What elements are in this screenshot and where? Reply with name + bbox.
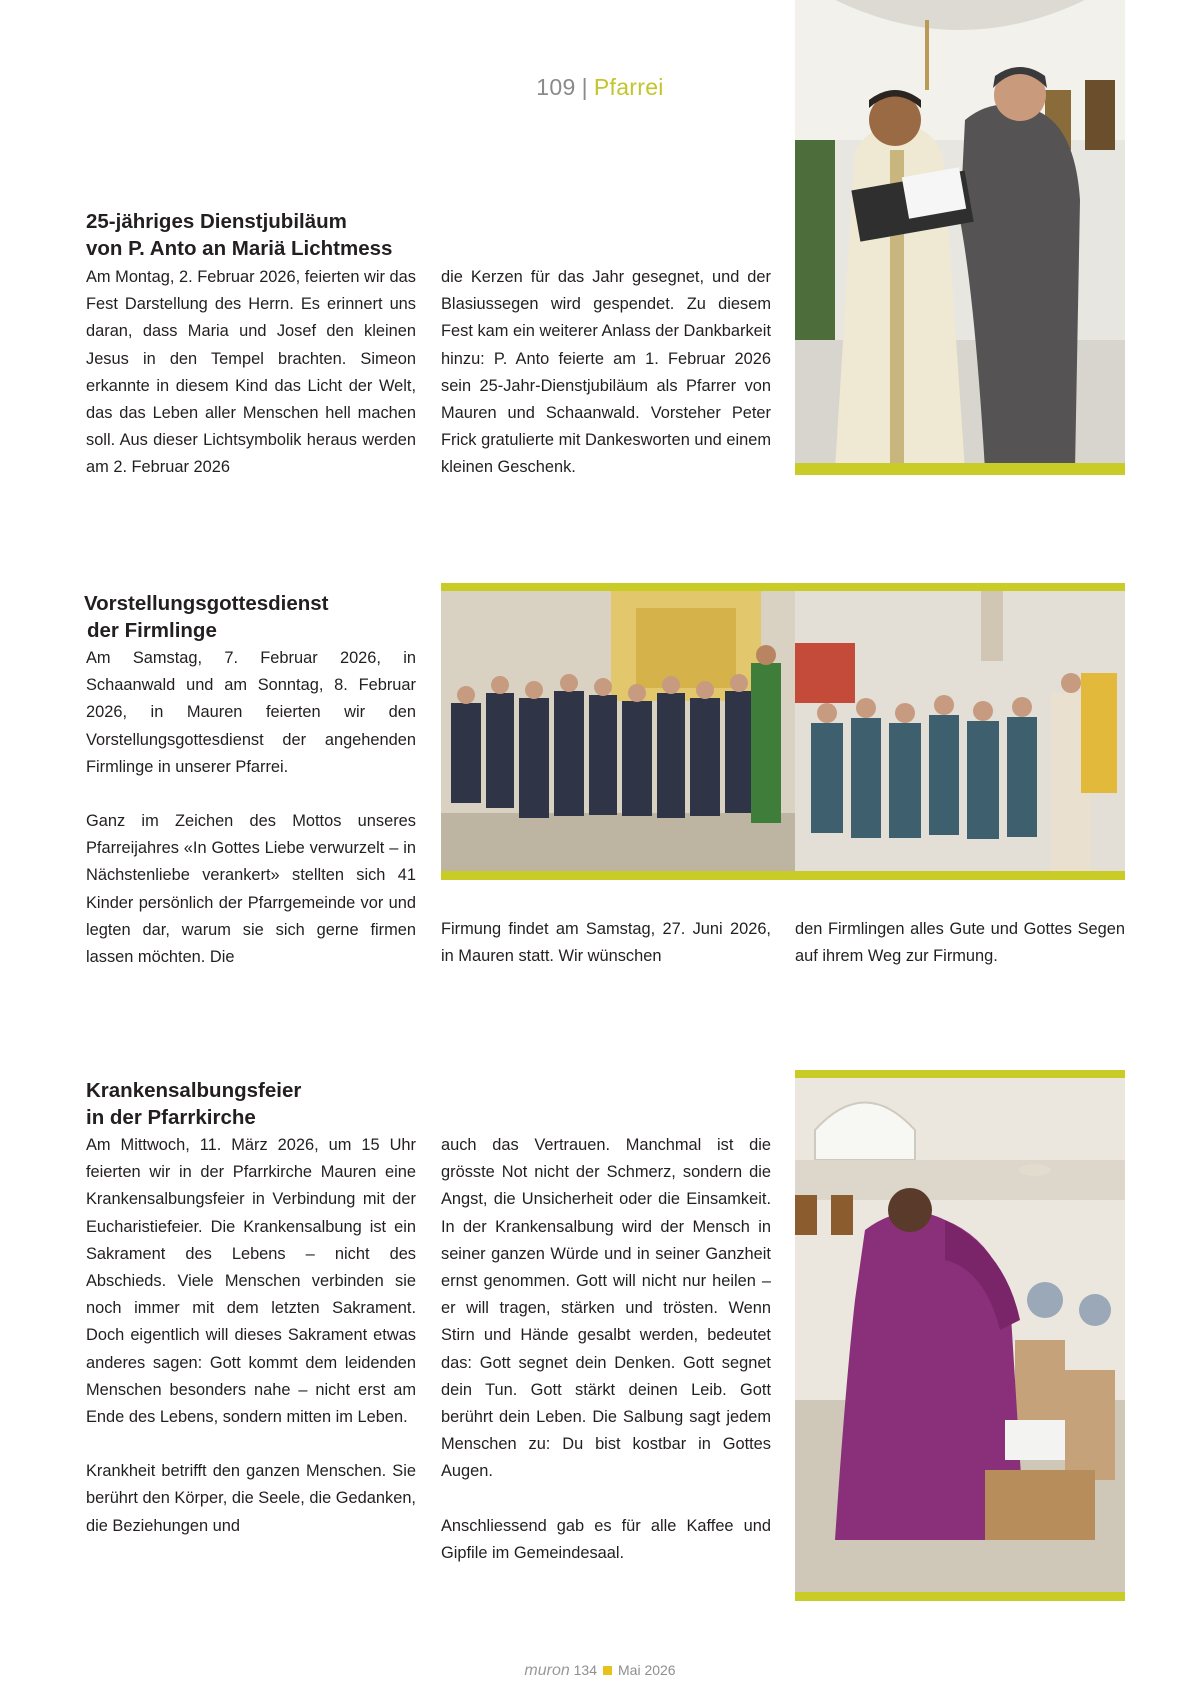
anointing-photo [795, 1070, 1125, 1601]
jubilee-photo [795, 0, 1125, 475]
article-2-paragraph-1: Am Samstag, 7. Februar 2026, in Schaanwald und am Sonntag, 8. Februar 2026, in Mauren feierten wir den Vorstellungsgottesdienst der angehenden Firmlinge in unserer Pfarrei. [86, 649, 416, 776]
article-3-paragraph-2: Krankheit betrifft den ganzen Menschen. Sie berührt den Körper, die Seele, die Gedanken, die Beziehungen und [86, 1462, 416, 1535]
article-3-column-1 [86, 1132, 416, 1540]
article-2-column-2: Firmung findet am Samstag, 27. Juni 2026, in Mauren statt. Wir wünschen [441, 920, 771, 966]
header-separator: | [581, 74, 588, 100]
article-1-title-line-2: von P. Anto an Mariä Lichtmess [86, 237, 393, 260]
article-2-title [84, 590, 414, 644]
magazine-brand: muron [524, 1662, 570, 1679]
article-3-title-line-1: Krankensalbungsfeier [86, 1079, 302, 1102]
article-2-column-1 [86, 645, 416, 971]
section-title: Pfarrei [593, 74, 664, 100]
article-2-column-3: den Firmlingen alles Gute und Gottes Segen auf ihrem Weg zur Firmung. [795, 920, 1125, 966]
page-footer [0, 1662, 1200, 1680]
article-3-paragraph-4: Anschliessend gab es für alle Kaffee und Gipfile im Gemeindesaal. [441, 1516, 771, 1562]
issue-number: 134 [573, 1662, 597, 1678]
article-2-title-line-2: der Firmlinge [87, 619, 217, 642]
issue-date: Mai 2026 [618, 1662, 676, 1678]
confirmation-group-photos [441, 583, 1125, 880]
article-1-title-line-1: 25-jähriges Dienstjubiläum [86, 210, 347, 233]
article-2-paragraph-2: Ganz im Zeichen des Mottos unseres Pfarreijahres «In Gottes Liebe verwurzelt – in Nächstenliebe verankert» stellten sich 41 Kinder persönlich der Pfarrgemeinde vor und legten dar, warum sie sich gerne firmen lassen möchten. Die [86, 812, 416, 967]
footer-square-icon [603, 1666, 612, 1675]
article-3-paragraph-3: auch das Vertrauen. Manchmal ist die grösste Not nicht der Schmerz, sondern die Angst, die Unsicherheit oder die Einsamkeit. In der Krankensalbung wird der Mensch in seiner ganzen Würde und in seiner Ganzheit ernst genommen. Gott will nicht nur heilen – er will tragen, stärken und trösten. Wenn Stirn und Hände gesalbt werden, bedeutet das: Gott segnet dein Denken. Gott segnet dein Tun. Gott stärkt deinen Leib. Gott berührt dein Leben. Die Salbung sagt jedem Menschen zu: Du bist kostbar in Gottes Augen. [441, 1136, 771, 1481]
page-number: 109 [536, 74, 576, 100]
article-1-title [86, 208, 446, 262]
article-2-title-line-1: Vorstellungsgottesdienst [84, 592, 329, 615]
article-1-column-1: Am Montag, 2. Februar 2026, feierten wir das Fest Darstellung des Herrn. Es erinnert uns daran, dass Maria und Josef den kleinen Jesus in den Tempel brachten. Simeon erkannte in diesem Kind das Licht der Welt, das das Leben aller Menschen hell machen soll. Aus dieser Lichtsymbolik heraus werden am 2. Februar 2026 [86, 268, 416, 477]
article-3-title [86, 1077, 416, 1131]
article-3-paragraph-1: Am Mittwoch, 11. März 2026, um 15 Uhr feierten wir in der Pfarrkirche Mauren eine Krankensalbungsfeier in Verbindung mit der Eucharistiefeier. Die Krankensalbung ist ein Sakrament des Lebens – nicht des Abschieds. Viele Menschen verbinden sie noch immer mit dem letzten Sakrament. Doch eigentlich will dieses Sakrament etwas anderes sagen: Gott kommt dem leidenden Menschen besonders nahe – nicht erst am Ende des Lebens, sondern mitten im Leben. [86, 1136, 416, 1427]
article-3-column-2 [441, 1132, 771, 1567]
article-3-title-line-2: in der Pfarrkirche [86, 1106, 256, 1129]
article-1-column-2: die Kerzen für das Jahr gesegnet, und der Blasiussegen wird gespendet. Zu diesem Fest kam ein weiterer Anlass der Dankbarkeit hinzu: P. Anto feierte am 1. Februar 2026 sein 25-Jahr-Dienstjubiläum als Pfarrer von Mauren und Schaanwald. Vorsteher Peter Frick gratulierte mit Dankesworten und einem kleinen Geschenk. [441, 268, 771, 477]
